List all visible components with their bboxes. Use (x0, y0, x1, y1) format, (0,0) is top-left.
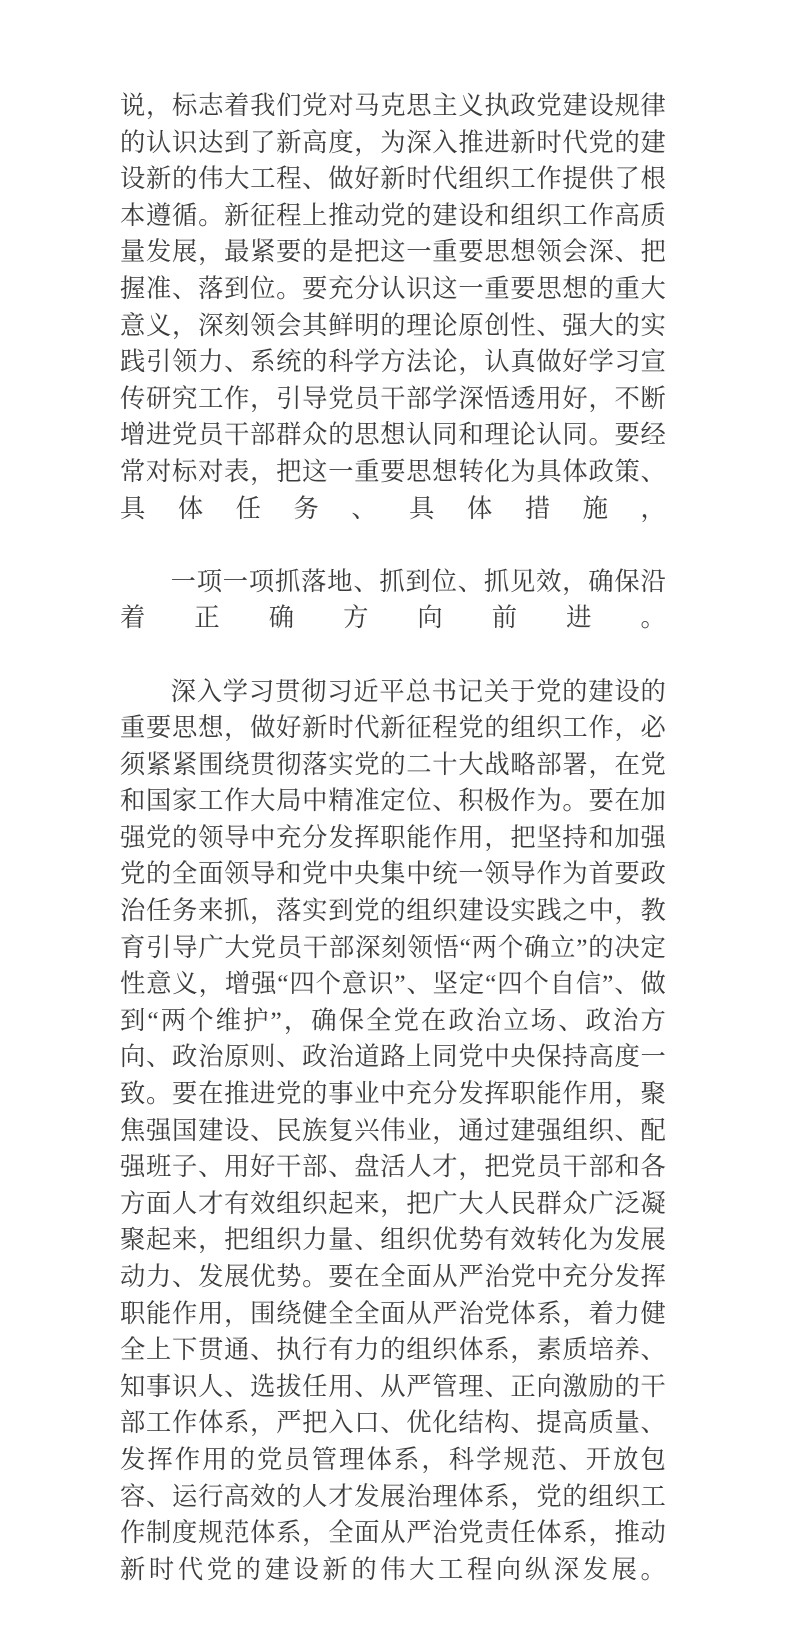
paragraph-1: 说，标志着我们党对马克思主义执政党建设规律的认识达到了新高度，为深入推进新时代党的建设新的伟大工程、做好新时代组织工作提供了根本遵循。新征程上推动党的建设和组织工作高质量发展，最紧要的是把这一重要思想领会深、把握准、落到位。要充分认识这一重要思想的重大意义，深刻领会其鲜明的理论原创性、强大的实践引领力、系统的科学方法论，认真做好学习宣传研究工作，引导党员干部学深悟透用好，不断增进党员干部群众的思想认同和理论认同。要经常对标对表，把这一重要思想转化为具体政策、具体任务、具体措施， (120, 92, 666, 523)
paragraph-2: 一项一项抓落地、抓到位、抓见效，确保沿着正确方向前进。 (120, 567, 666, 633)
document-text-body (120, 88, 666, 1625)
paragraph-3: 深入学习贯彻习近平总书记关于党的建设的重要思想，做好新时代新征程党的组织工作，必须紧紧围绕贯彻落实党的二十大战略部署，在党和国家工作大局中精准定位、积极作为。要在加强党的领导中充分发挥职能作用，把坚持和加强党的全面领导和党中央集中统一领导作为首要政治任务来抓，落实到党的组织建设实践之中，教育引导广大党员干部深刻领悟“两个确立”的决定性意义，增强“四个意识”、坚定“四个自信”、做到“两个维护”，确保全党在政治立场、政治方向、政治原则、政治道路上同党中央保持高度一致。要在推进党的事业中充分发挥职能作用，聚焦强国建设、民族复兴伟业，通过建强组织、配强班子、用好干部、盘活人才，把党员干部和各方面人才有效组织起来，把广大人民群众广泛凝聚起来，把组织力量、组织优势有效转化为发展动力、发展优势。要在全面从严治党中充分发挥职能作用，围绕健全全面从严治党体系，着力健全上下贯通、执行有力的组织体系，素质培养、知事识人、选拔任用、从严管理、正向激励的干部工作体系，严把入口、优化结构、提高质量、发挥作用的党员管理体系，科学规范、开放包容、运行高效的人才发展治理体系，党的组织工作制度规范体系，全面从严治党责任体系，推动新时代党的建设新的伟大工程向纵深发展。 (120, 677, 666, 1584)
